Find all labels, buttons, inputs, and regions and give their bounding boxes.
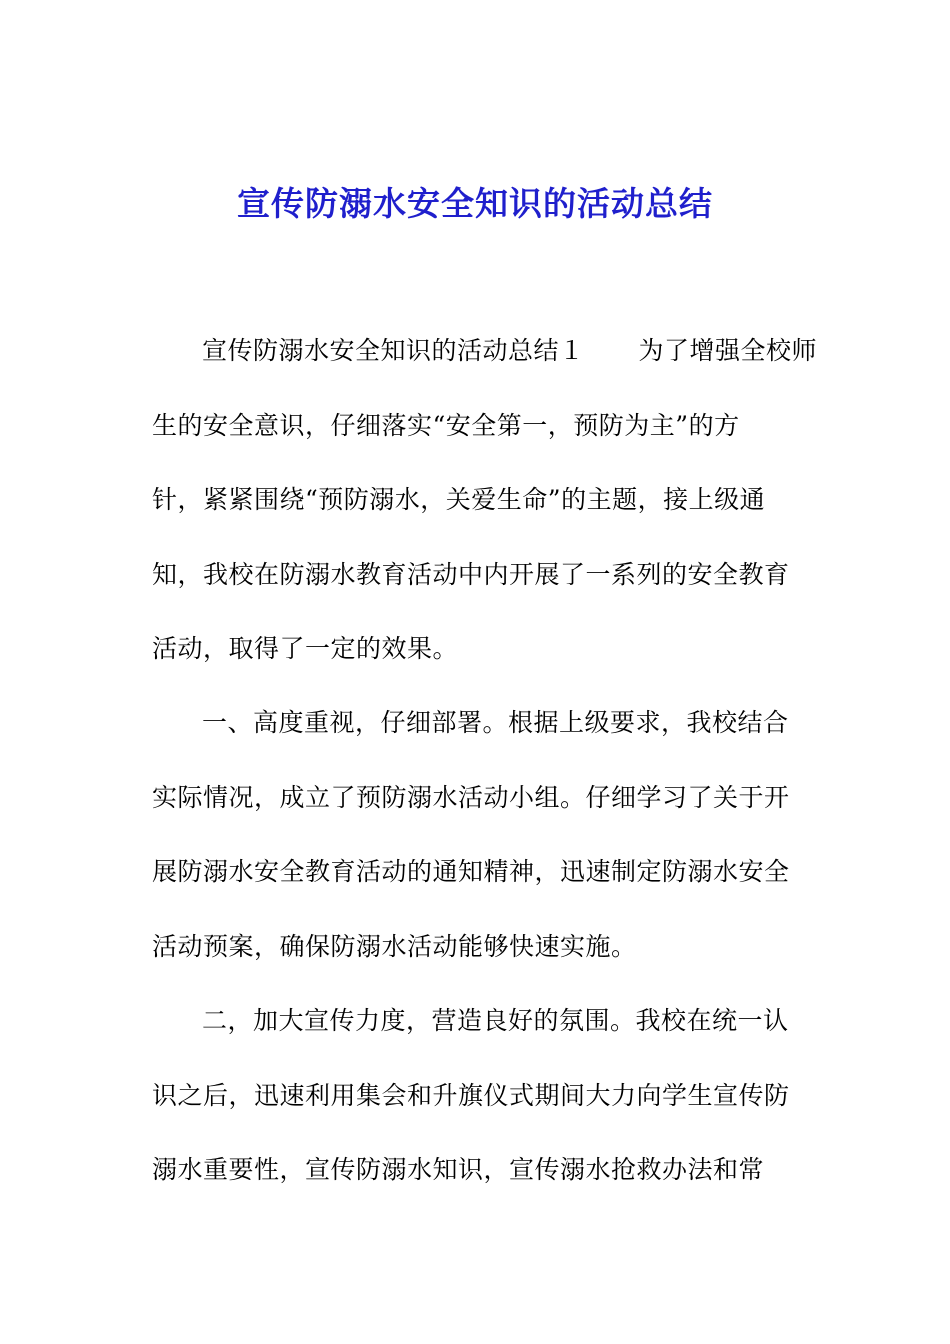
text-line (202, 331, 817, 371)
section-heading: 宣传防溺水安全知识的活动总结１ (202, 336, 585, 365)
text-line: 生的安全意识，仔细落实“安全第一，预防为主”的方 (152, 411, 740, 440)
text-line: 溺水重要性，宣传防溺水知识，宣传溺水抢救办法和常 (152, 1155, 765, 1184)
text-fragment: 为了增强全校师 (638, 336, 818, 365)
text-line: 活动预案，确保防溺水活动能够快速实施。 (152, 932, 637, 961)
text-line: 识之后，迅速利用集会和升旗仪式期间大力向学生宣传防 (152, 1081, 790, 1110)
text-line: 展防溺水安全教育活动的通知精神，迅速制定防溺水安全 (152, 857, 790, 886)
text-line: 实际情况，成立了预防溺水活动小组。仔细学习了关于开 (152, 783, 790, 812)
text-line: 一、高度重视，仔细部署。根据上级要求，我校结合 (202, 708, 789, 737)
text-line: 活动，取得了一定的效果。 (152, 634, 459, 663)
text-line: 知，我校在防溺水教育活动中内开展了一系列的安全教育 (152, 560, 790, 589)
text-line: 二，加大宣传力度，营造良好的氛围。我校在统一认 (202, 1006, 789, 1035)
document-title: 宣传防溺水安全知识的活动总结 (237, 184, 713, 223)
text-line: 针，紧紧围绕“预防溺水，关爱生命”的主题，接上级通 (152, 485, 766, 514)
